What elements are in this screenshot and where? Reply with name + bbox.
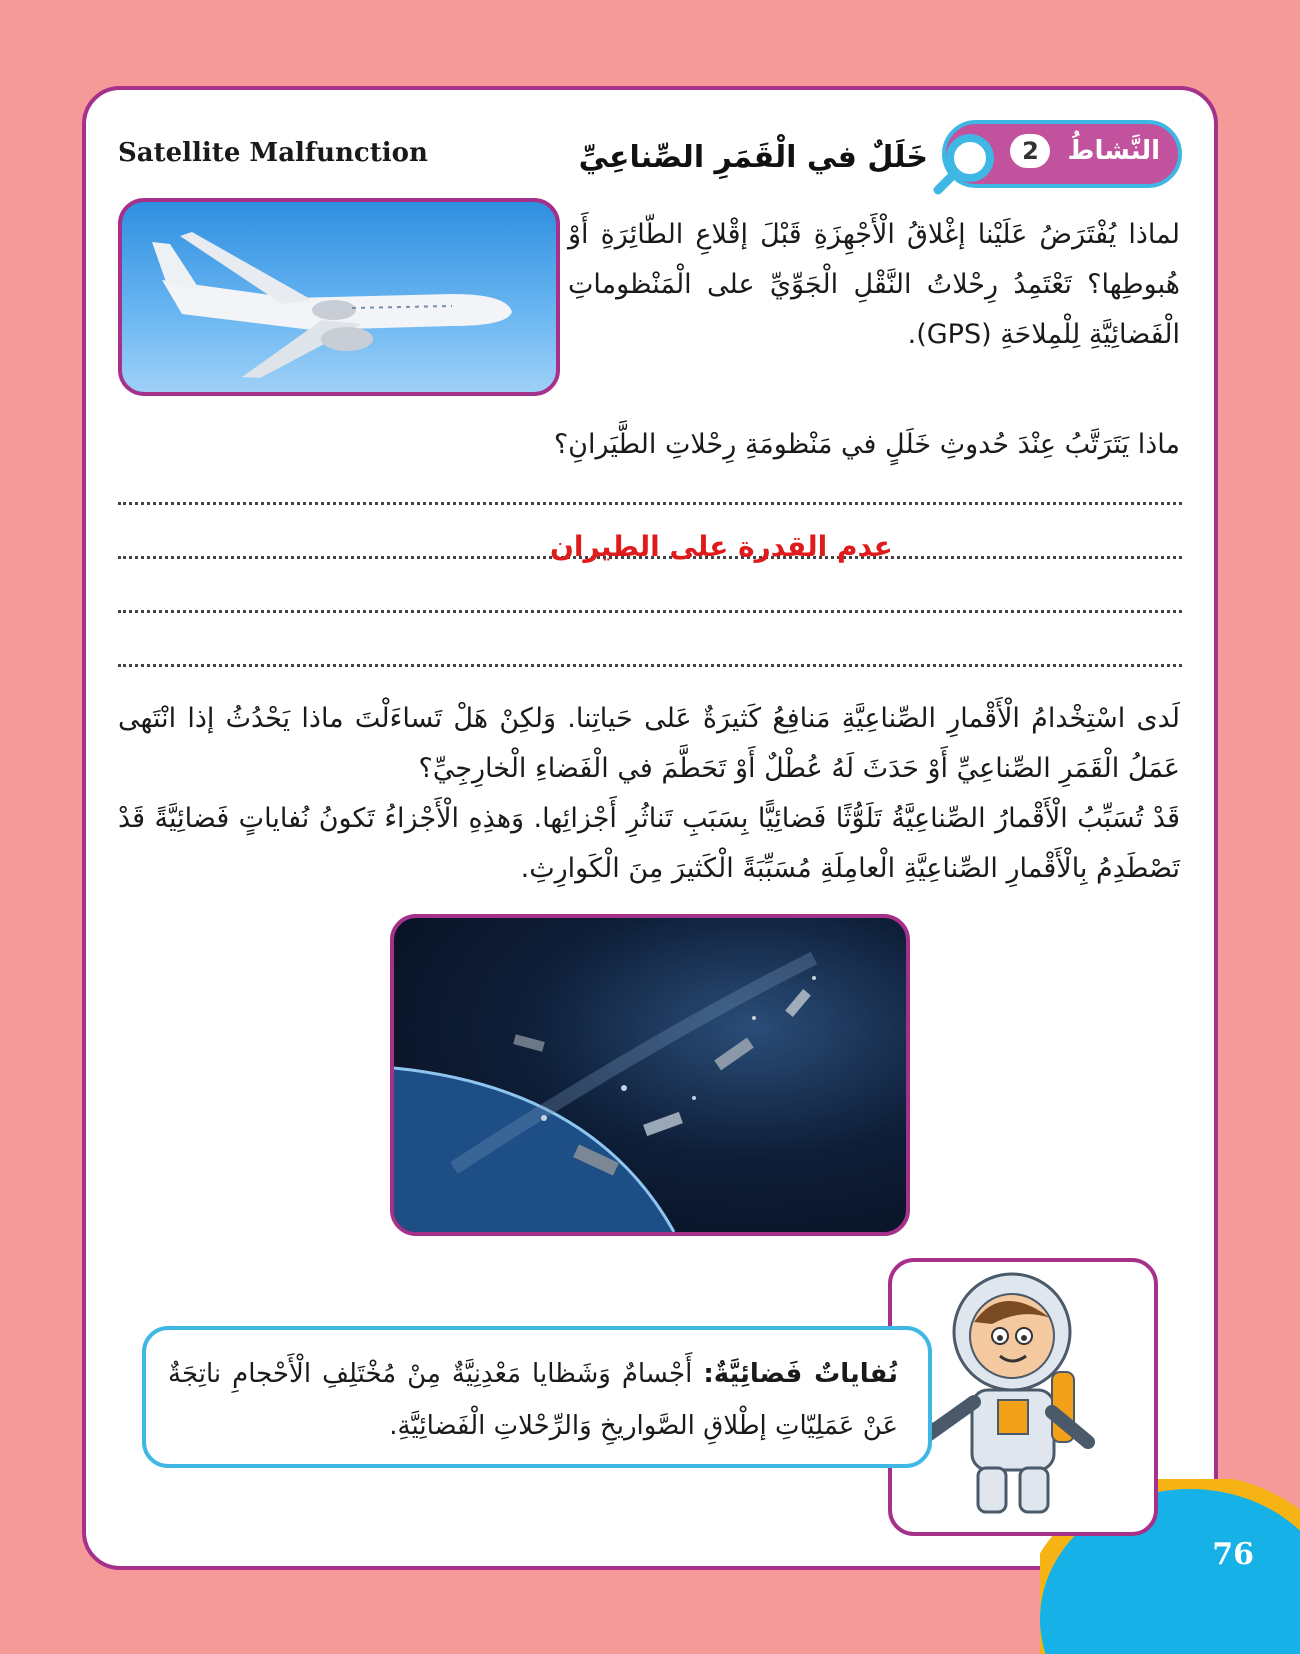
body-paragraph-2: قَدْ تُسَبِّبُ الْأَقْمارُ الصِّناعِيَّةُ تَلَوُّثًا فَضائِيًّا بِسَبَبِ تَناثُرِ أَجْزائِها. وَهذِهِ الْأَجْزاءُ تَكونُ نُفاياتٍ فَضائِيَّةً قَدْ تَصْطَدِمُ بِالْأَقْمارِ الصِّناعِيَّةِ الْعامِلَةِ مُسَبِّبَةً الْكَثيرَ مِنَ الْكَوارِثِ. xyxy=(118,803,1180,884)
airplane-illustration xyxy=(122,202,556,392)
definition-box xyxy=(142,1326,932,1468)
answer-line-1 xyxy=(118,502,1182,505)
airplane-image xyxy=(118,198,560,396)
activity-number: 2 xyxy=(1010,134,1050,168)
definition-text: أَجْسامٌ وَشَظايا مَعْدِنِيَّةٌ مِنْ مُخْتَلِفِ الْأَحْجامِ ناتِجَةٌ عَنْ عَمَلِيّاتِ إطْلاقِ الصَّواريخِ وَالرِّحْلاتِ الْفَضائِيَّةِ. xyxy=(168,1359,898,1441)
page-number: 76 xyxy=(1212,1537,1254,1572)
activity-label: النَّشاطُ xyxy=(1067,136,1160,166)
intro-paragraph: لماذا يُفْتَرَضُ عَلَيْنا إغْلاقُ الْأَجْهِزَةِ قَبْلَ إقْلاعِ الطّائِرَةِ أَوْ هُبوطِها؟ تَعْتَمِدُ رِحْلاتُ النَّقْلِ الْجَوِّيِّ على الْمَنْظوماتِ الْفَضائِيَّةِ لِلْمِلاحَةِ (GPS). xyxy=(568,219,1180,350)
question-text: ماذا يَتَرَتَّبُ عِنْدَ حُدوثِ خَلَلٍ في مَنْظومَةِ رِحْلاتِ الطَّيَرانِ؟ xyxy=(553,429,1180,460)
handwritten-answer: عدم القدرة على الطيران xyxy=(550,530,893,563)
answer-line-3 xyxy=(118,610,1182,613)
body-paragraph-1: لَدى اسْتِخْدامُ الْأَقْمارِ الصِّناعِيَّةِ مَنافِعُ كَثيرَةٌ عَلى حَياتِنا. وَلكِنْ هَلْ تَساءَلْتَ ماذا يَحْدُثُ إذا انْتَهى عَمَلُ الْقَمَرِ الصِّناعِيِّ أَوْ حَدَثَ لَهُ عُطْلٌ أَوْ تَحَطَّمَ في الْفَضاءِ الْخارِجِيِّ؟ xyxy=(118,703,1180,784)
magnifier-icon xyxy=(930,128,1000,198)
definition-term: نُفاياتٌ فَضائِيَّةٌ: xyxy=(703,1359,899,1389)
title-arabic: خَلَلٌ في الْقَمَرِ الصِّناعِيِّ xyxy=(578,140,928,175)
title-english: Satellite Malfunction xyxy=(118,138,428,168)
answer-line-4 xyxy=(118,664,1182,667)
space-debris-illustration xyxy=(394,918,906,1232)
space-debris-image xyxy=(390,914,910,1236)
